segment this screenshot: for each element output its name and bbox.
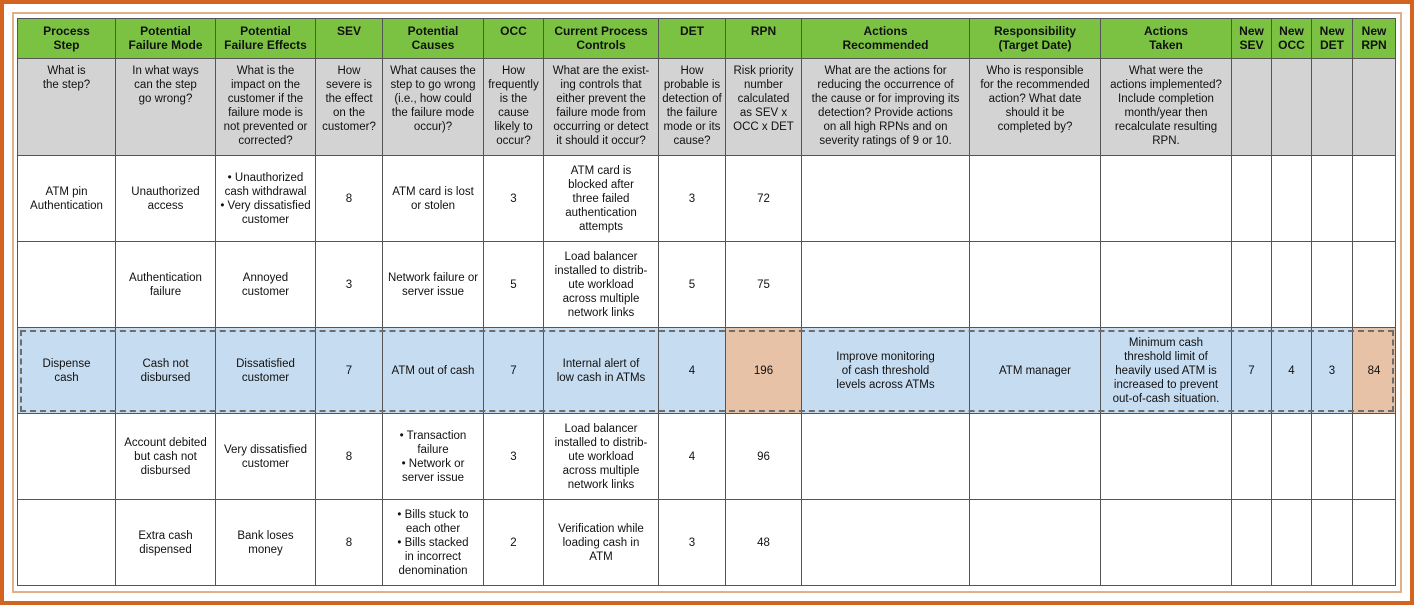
cell-current-controls: Load balancer installed to distrib- ute workload across multiple network links [544, 242, 659, 328]
table-row [18, 500, 1396, 586]
cell-process-step [18, 414, 116, 500]
cell-failure-mode: Cash not disbursed [116, 328, 216, 414]
cell-failure-effects [216, 414, 316, 500]
cell-new-rpn: 84 [1353, 328, 1396, 414]
cell-occ: 3 [484, 414, 544, 500]
cell-current-controls: Internal alert of low cash in ATMs [544, 328, 659, 414]
cell-potential-causes [383, 242, 484, 328]
fmea-body [18, 156, 1396, 586]
desc-new-rpn [1353, 59, 1396, 156]
cell-failure-mode: Authentication failure [116, 242, 216, 328]
cell-process-step [18, 500, 116, 586]
header-process-step: Process Step [18, 19, 116, 59]
cell-line: • Bills stuck to each other [397, 508, 469, 535]
cell-rpn: 96 [726, 414, 802, 500]
cell-sev: 7 [316, 328, 383, 414]
cell-new-occ [1272, 242, 1312, 328]
cell-det: 4 [659, 414, 726, 500]
cell-line: Annoyed customer [241, 271, 290, 298]
cell-line: ATM out of cash [391, 364, 475, 377]
cell-new-occ [1272, 414, 1312, 500]
cell-sev: 3 [316, 242, 383, 328]
cell-line: Network failure or server issue [387, 271, 479, 298]
cell-potential-causes [383, 414, 484, 500]
cell-new-sev [1232, 156, 1272, 242]
cell-current-controls: Verification while loading cash in ATM [544, 500, 659, 586]
table-row [18, 328, 1396, 414]
cell-new-det [1312, 242, 1353, 328]
cell-responsibility [970, 500, 1101, 586]
cell-failure-mode: Account debited but cash not disbursed [116, 414, 216, 500]
cell-actions-taken [1101, 156, 1232, 242]
cell-new-sev: 7 [1232, 328, 1272, 414]
header-actions-taken: Actions Taken [1101, 19, 1232, 59]
table-row [18, 156, 1396, 242]
desc-new-sev [1232, 59, 1272, 156]
desc-occ: How frequently is the cause likely to occur? [484, 59, 544, 156]
cell-sev: 8 [316, 414, 383, 500]
desc-new-occ [1272, 59, 1312, 156]
cell-potential-causes [383, 500, 484, 586]
cell-actions-taken: Minimum cash threshold limit of heavily used ATM is increased to prevent out-of-cash situation. [1101, 328, 1232, 414]
cell-line: • Transaction failure [399, 429, 467, 456]
cell-line: • Very dissatisfied customer [220, 199, 311, 226]
desc-failure-mode: In what ways can the step go wrong? [116, 59, 216, 156]
header-current-controls: Current Process Controls [544, 19, 659, 59]
cell-new-occ [1272, 500, 1312, 586]
header-new-det: New DET [1312, 19, 1353, 59]
cell-rpn: 75 [726, 242, 802, 328]
cell-line: • Unauthorized cash withdrawal [224, 171, 307, 198]
cell-failure-effects [216, 500, 316, 586]
header-new-sev: New SEV [1232, 19, 1272, 59]
cell-line: ATM card is lost or stolen [392, 185, 474, 212]
cell-failure-effects [216, 242, 316, 328]
header-occ: OCC [484, 19, 544, 59]
cell-new-rpn [1353, 242, 1396, 328]
header-row [18, 19, 1396, 59]
cell-occ: 7 [484, 328, 544, 414]
cell-line: Bank loses money [237, 529, 294, 556]
cell-failure-mode: Extra cash dispensed [116, 500, 216, 586]
desc-actions-recommended: What are the actions for reducing the occurrence of the cause or for improving its detection? Provide actions on all high RPNs and on severity ratings of 9 or 10. [802, 59, 970, 156]
cell-responsibility [970, 156, 1101, 242]
cell-new-det [1312, 500, 1353, 586]
cell-occ: 2 [484, 500, 544, 586]
cell-det: 3 [659, 156, 726, 242]
cell-new-det: 3 [1312, 328, 1353, 414]
cell-actions-recommended [802, 242, 970, 328]
cell-line: • Bills stacked in incorrect denomination [397, 536, 469, 577]
cell-new-det [1312, 156, 1353, 242]
fmea-table [17, 18, 1396, 586]
cell-new-occ: 4 [1272, 328, 1312, 414]
cell-new-occ [1272, 156, 1312, 242]
cell-new-sev [1232, 414, 1272, 500]
table-row [18, 414, 1396, 500]
cell-actions-taken [1101, 414, 1232, 500]
header-new-occ: New OCC [1272, 19, 1312, 59]
header-potential-causes: Potential Causes [383, 19, 484, 59]
desc-process-step: What is the step? [18, 59, 116, 156]
cell-process-step [18, 242, 116, 328]
cell-actions-recommended [802, 156, 970, 242]
header-new-rpn: New RPN [1353, 19, 1396, 59]
desc-det: How probable is detection of the failure mode or its cause? [659, 59, 726, 156]
header-responsibility: Responsibility (Target Date) [970, 19, 1101, 59]
cell-failure-effects [216, 156, 316, 242]
cell-new-rpn [1353, 414, 1396, 500]
desc-current-controls: What are the exist- ing controls that either prevent the failure mode from occurring or detect it should it occur? [544, 59, 659, 156]
desc-failure-effects: What is the impact on the customer if the failure mode is not prevented or corrected? [216, 59, 316, 156]
cell-actions-recommended [802, 500, 970, 586]
desc-rpn: Risk priority number calculated as SEV x OCC x DET [726, 59, 802, 156]
cell-line: Dissatisfied customer [236, 357, 295, 384]
cell-responsibility [970, 414, 1101, 500]
cell-potential-causes [383, 328, 484, 414]
table-row [18, 242, 1396, 328]
cell-rpn: 72 [726, 156, 802, 242]
cell-actions-taken [1101, 500, 1232, 586]
desc-new-det [1312, 59, 1353, 156]
description-row [18, 59, 1396, 156]
cell-actions-recommended: Improve monitoring of cash threshold levels across ATMs [802, 328, 970, 414]
cell-occ: 5 [484, 242, 544, 328]
cell-new-rpn [1353, 156, 1396, 242]
cell-line: • Network or server issue [401, 457, 465, 484]
cell-new-rpn [1353, 500, 1396, 586]
cell-line: Very dissatisfied customer [223, 443, 308, 470]
header-failure-mode: Potential Failure Mode [116, 19, 216, 59]
cell-failure-effects [216, 328, 316, 414]
cell-rpn: 196 [726, 328, 802, 414]
cell-actions-taken [1101, 242, 1232, 328]
cell-occ: 3 [484, 156, 544, 242]
desc-potential-causes: What causes the step to go wrong (i.e., how could the failure mode occur)? [383, 59, 484, 156]
cell-new-sev [1232, 500, 1272, 586]
cell-new-sev [1232, 242, 1272, 328]
cell-det: 4 [659, 328, 726, 414]
cell-det: 3 [659, 500, 726, 586]
cell-sev: 8 [316, 500, 383, 586]
cell-actions-recommended [802, 414, 970, 500]
header-det: DET [659, 19, 726, 59]
header-actions-recommended: Actions Recommended [802, 19, 970, 59]
cell-potential-causes [383, 156, 484, 242]
desc-actions-taken: What were the actions implemented? Include completion month/year then recalculate resulting RPN. [1101, 59, 1232, 156]
cell-current-controls: ATM card is blocked after three failed authentication attempts [544, 156, 659, 242]
cell-process-step: Dispense cash [18, 328, 116, 414]
cell-process-step: ATM pin Authentication [18, 156, 116, 242]
cell-current-controls: Load balancer installed to distrib- ute workload across multiple network links [544, 414, 659, 500]
header-rpn: RPN [726, 19, 802, 59]
cell-rpn: 48 [726, 500, 802, 586]
header-failure-effects: Potential Failure Effects [216, 19, 316, 59]
header-sev: SEV [316, 19, 383, 59]
cell-sev: 8 [316, 156, 383, 242]
desc-sev: How severe is the effect on the customer? [316, 59, 383, 156]
cell-new-det [1312, 414, 1353, 500]
cell-responsibility: ATM manager [970, 328, 1101, 414]
desc-responsibility: Who is responsible for the recommended action? What date should it be completed by? [970, 59, 1101, 156]
cell-failure-mode: Unauthorized access [116, 156, 216, 242]
cell-det: 5 [659, 242, 726, 328]
cell-responsibility [970, 242, 1101, 328]
